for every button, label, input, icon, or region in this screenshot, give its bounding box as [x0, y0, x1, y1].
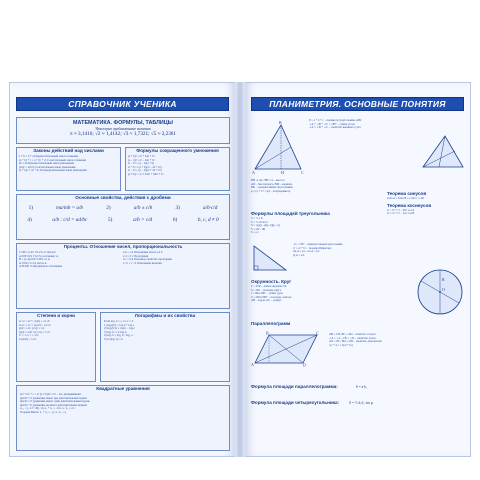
- fraction-rule-6-formula: b, c, d ≠ 0: [197, 217, 219, 223]
- proportions-title: Проценты. Отношение чисел, пропорциональность: [63, 244, 183, 249]
- cosines-formula: b² = a² + c² − 2ac·cos B: [387, 212, 415, 216]
- parallelogram-row: ∠A = ∠C, ∠B = ∠D – свойство углов: [329, 336, 376, 340]
- triangle-row: P = a + b + c – периметр треугольника ABC: [309, 119, 363, 122]
- triangle-row: BH ⊥ AC, BH = h – высота: [251, 179, 285, 182]
- triangle-label-b: B: [279, 120, 282, 125]
- triangle-area: [251, 211, 385, 235]
- circle-label-o: O: [442, 287, 445, 292]
- triangle-area-row: S = √(p(p−a)(p−b)(p−c)): [251, 224, 280, 228]
- percent-row: B = (a·A)/100 % B% от A: [19, 258, 50, 262]
- parallelogram-label-a: A: [251, 362, 254, 367]
- quadrilateral-area-formula: S = ½ d₁d₂·sin φ: [349, 401, 373, 405]
- fraction-rule-4: 4): [27, 217, 32, 223]
- parallelogram-row: AB = CD, BC = AD – свойство сторон: [329, 333, 376, 336]
- sines-title: Теорема синусов: [387, 191, 427, 196]
- proportion-row: a/b = c/d Отношение чисел a и b: [123, 251, 163, 254]
- triangle-row: p = (a + b + c)/2 – полупериметр: [251, 189, 291, 193]
- short-mult-title: Формулы сокращенного умножения: [136, 148, 219, 153]
- section-title: МАТЕМАТИКА. ФОРМУЛЫ, ТАБЛИЦЫ: [73, 120, 173, 126]
- triangle-text: [309, 119, 465, 130]
- right-triangle-row: sin A = a/c, cos A = b/c: [293, 250, 320, 254]
- open-booklet: [9, 82, 471, 457]
- logarithms-box: [100, 312, 230, 382]
- fraction-rule-1: 1): [28, 205, 33, 211]
- right-triangle-row: ∠C = 90° – прямоугольный треугольник: [293, 243, 343, 246]
- triangle-area-row: S = ½ ab·sin C: [251, 220, 269, 224]
- percent-row: 1:100 = 0,01 1% a% от числа b: [19, 251, 57, 254]
- left-page-title: СПРАВОЧНИК УЧЕНИКА: [16, 97, 229, 111]
- fraction-rule-1-formula: ma/mb = a/b: [56, 205, 84, 211]
- percent-row: A·100/a % a% числа A: [19, 261, 47, 265]
- sines-theorem: [387, 191, 467, 216]
- parallelogram-area-title: Формула площади параллелограмма:: [251, 384, 338, 389]
- laws-title: Законы действий над числами: [33, 148, 104, 153]
- fraction-rule-3: 3): [175, 205, 180, 211]
- subtitle: Некоторые приближенные значения: [95, 127, 151, 131]
- triangle-label-a: A: [252, 170, 255, 175]
- fractions-box: [16, 194, 230, 240]
- triangle-label-h: H: [281, 170, 284, 175]
- laws-box: [16, 147, 121, 191]
- short-mult-row: a³ + b³ = (a + b)(a² − ab + b²): [128, 165, 162, 169]
- powers-row: a^(m/n) = ⁿ√aᵐ: [19, 337, 37, 341]
- laws-row: (ab)c = a(bc) Сочетательный закон умножения: [19, 165, 76, 169]
- short-mult-row: a² − b² = (a − b)(a + b): [128, 162, 155, 166]
- right-page: [245, 82, 471, 457]
- parallelogram-text: [329, 333, 465, 347]
- triangle-row: BK – средняя линия треугольника: [251, 186, 293, 190]
- booklet-spine: [235, 82, 245, 457]
- quadrilateral-area: [251, 391, 465, 409]
- quadrilateral-area-title: Формула площади четырехугольника:: [251, 400, 340, 405]
- fraction-rule-2-formula: a/b ± c/b: [133, 205, 153, 211]
- percent-row: A·B/100 % Процентное отношение: [19, 265, 63, 269]
- quad-row: при D > 0 уравнение имеет два действительных корня: [20, 396, 87, 400]
- fraction-rule-4-formula: a/b : c/d = ad/bc: [52, 217, 88, 223]
- fraction-rule-2: 2): [106, 205, 111, 211]
- triangle-area-row: S = ½ a·hₐ: [251, 217, 264, 220]
- proportion-row: a·d = b·c Пропорция: [123, 254, 149, 258]
- log-row: 4) logₐ b = log꜀ b / log꜀ a: [104, 334, 133, 338]
- triangle-area-row: S = p·r: [251, 231, 260, 235]
- triangle-label-c: C: [301, 170, 304, 175]
- circle-row: S = πR² – площадь круга: [251, 288, 282, 292]
- parallelogram-row: d₁² + d₂² = 2(a² + b²): [329, 343, 353, 347]
- log-row: 2) logₐ(b/c) = logₐb − logₐc: [104, 327, 135, 331]
- powers-row: aⁿ·aᵐ = aⁿ⁺ᵐ √(ab) = √a·√b: [19, 320, 50, 323]
- fraction-rule-5: 5): [108, 217, 113, 223]
- triangle-bisector-figure: [421, 133, 465, 171]
- log-row: 5) a^(logₐ b) = b: [104, 337, 123, 341]
- triangle-row: AD – биссектриса, BM – медиана: [251, 182, 293, 186]
- right-triangle-figure: [251, 243, 289, 273]
- fraction-rule-3-formula: a/b·c/d: [203, 205, 218, 211]
- parallelogram-label-c: C: [316, 331, 319, 336]
- right-triangle-row: tg A = a/b: [293, 253, 305, 257]
- circle-row: l = πRα/180° – длина дуги: [251, 292, 283, 296]
- title-block: [16, 117, 230, 144]
- triangle-row: ∠A < ∠B + ∠C – свойство внешнего угла: [309, 126, 361, 130]
- powers-row: (ab)ⁿ = aⁿbⁿ ⁿ√(ᵐ√a) = ⁿᵐ√a: [19, 330, 50, 334]
- short-mult-row: (a − b)² = a² − 2ab + b²: [128, 158, 155, 162]
- proportion-row: a : b = c : d Отношение величин: [123, 261, 162, 265]
- quadratic-box: [16, 385, 230, 451]
- parallelogram-area-formula: S = a·hₐ: [355, 385, 368, 389]
- triangle-figure: [251, 119, 307, 175]
- powers-row: aⁿ:aᵐ = aⁿ⁻ᵐ √(a/b) = √a/√b: [19, 323, 51, 327]
- short-mult-row: (a + b)² = a² + 2ab + b²: [128, 155, 155, 158]
- percent-row: A:100·0,01 1% b% составляет A: [19, 254, 59, 258]
- proportions-box: [16, 243, 230, 309]
- parallelogram-label-b: B: [266, 331, 269, 336]
- left-page: [9, 82, 235, 457]
- powers-row: a⁰ = 1, a⁻ⁿ = 1/aⁿ: [19, 334, 39, 338]
- parallelogram-title: Параллелограмм: [251, 321, 291, 326]
- proportion-row: a/c = b/d Основное свойство пропорции: [123, 258, 172, 262]
- quad-row: при D = 0 уравнение имеет один действительный корень: [20, 400, 90, 404]
- parallelogram-row: AO = OC, BO = OD – свойство диагоналей: [329, 340, 382, 344]
- fraction-rule-6: 6): [172, 217, 178, 223]
- quadratic-title: Квадратные уравнения: [96, 386, 150, 391]
- circle-row: AB – хорда, OC – радиус: [251, 299, 282, 303]
- logarithms-title: Логарифмы и их свойства: [134, 313, 196, 318]
- cosines-formula: a² = b² + c² − 2bc·cos A: [387, 208, 415, 212]
- laws-row: ab = ba Переместительный закон умножения: [19, 162, 74, 166]
- circle-figure: [415, 267, 465, 317]
- parallelogram-label-d: D: [303, 362, 306, 367]
- quad-row: x₁,₂ = (−b ± √D) / 2a x₁ + x₂ = −b/a, x₁·x₂ = c/a: [20, 407, 75, 411]
- fraction-rule-5-formula: a/b = c/d: [133, 217, 153, 223]
- powers-box: [16, 312, 96, 382]
- circle-title: Окружность. Круг: [251, 279, 292, 284]
- right-page-title: ПЛАНИМЕТРИЯ. ОСНОВНЫЕ ПОНЯТИЯ: [251, 97, 464, 111]
- circle-label-r: R: [442, 277, 445, 282]
- triangle-area-row: S = abc / 4R: [251, 227, 266, 231]
- parallelogram-section: [251, 321, 331, 327]
- quad-row: при D < 0 уравнение не имеет действительных корней: [20, 403, 87, 407]
- triangle-area-title: Формулы площадей треугольника: [251, 211, 330, 216]
- log-row: Если logₐ b = c, то aᶜ = b: [104, 320, 134, 323]
- sines-formula: a/sin A = b/sin B = c/sin C = 2R: [387, 197, 424, 200]
- circle-row: S = πR²α/360° – площадь сектора: [251, 295, 292, 299]
- right-triangle-text: [293, 243, 465, 257]
- quad-row: ax² + bx + c = 0, (a ≠ 0) D = b² − 4ac дискриминант: [20, 393, 82, 396]
- circle-section: [251, 279, 391, 303]
- cosines-title: Теорема косинусов: [387, 202, 432, 208]
- approx-values: π ≈ 3,1416; √2 ≈ 1,4142; √3 ≈ 1,7321; √5 ≈ 2,2361: [70, 131, 176, 138]
- laws-row: a + b = b + a Переместительный закон сложения: [19, 155, 79, 158]
- laws-row: (a + b) + c = a + (b + c) Сочетательный закон сложения: [19, 158, 86, 162]
- short-mult-box: [125, 147, 230, 191]
- log-row: 1) logₐ(bc) = logₐb + logₐc: [104, 323, 135, 327]
- short-mult-row: (a ± b)³ = a³ ± 3a²b + 3ab² ± b³: [128, 172, 164, 176]
- triangle-row: ∠A + ∠B + ∠C = 180° – сумма углов: [309, 122, 355, 126]
- short-mult-row: a³ − b³ = (a − b)(a² + ab + b²): [128, 169, 162, 173]
- powers-title: Степени и корни: [37, 313, 75, 318]
- right-triangle-row: c² = a² + b² – теорема Пифагора: [293, 246, 332, 250]
- circle-row: L = 2πR – длина окружности: [251, 285, 287, 288]
- laws-row: (a + b)c = ac + bc Распределительный закон умножения: [19, 169, 87, 173]
- log-row: 3) logₐ bⁿ = n·logₐ b: [104, 330, 127, 334]
- parallelogram-figure: [251, 331, 321, 367]
- powers-row: (aⁿ)ᵐ = aⁿᵐ (√a)ⁿ = √aⁿ: [19, 327, 45, 331]
- quad-row: Теорема Виета: x₁ + x₂ = −p; x₁·x₂ = q: [20, 410, 66, 414]
- fractions-title: Основные свойства, действия с дробями: [75, 195, 171, 200]
